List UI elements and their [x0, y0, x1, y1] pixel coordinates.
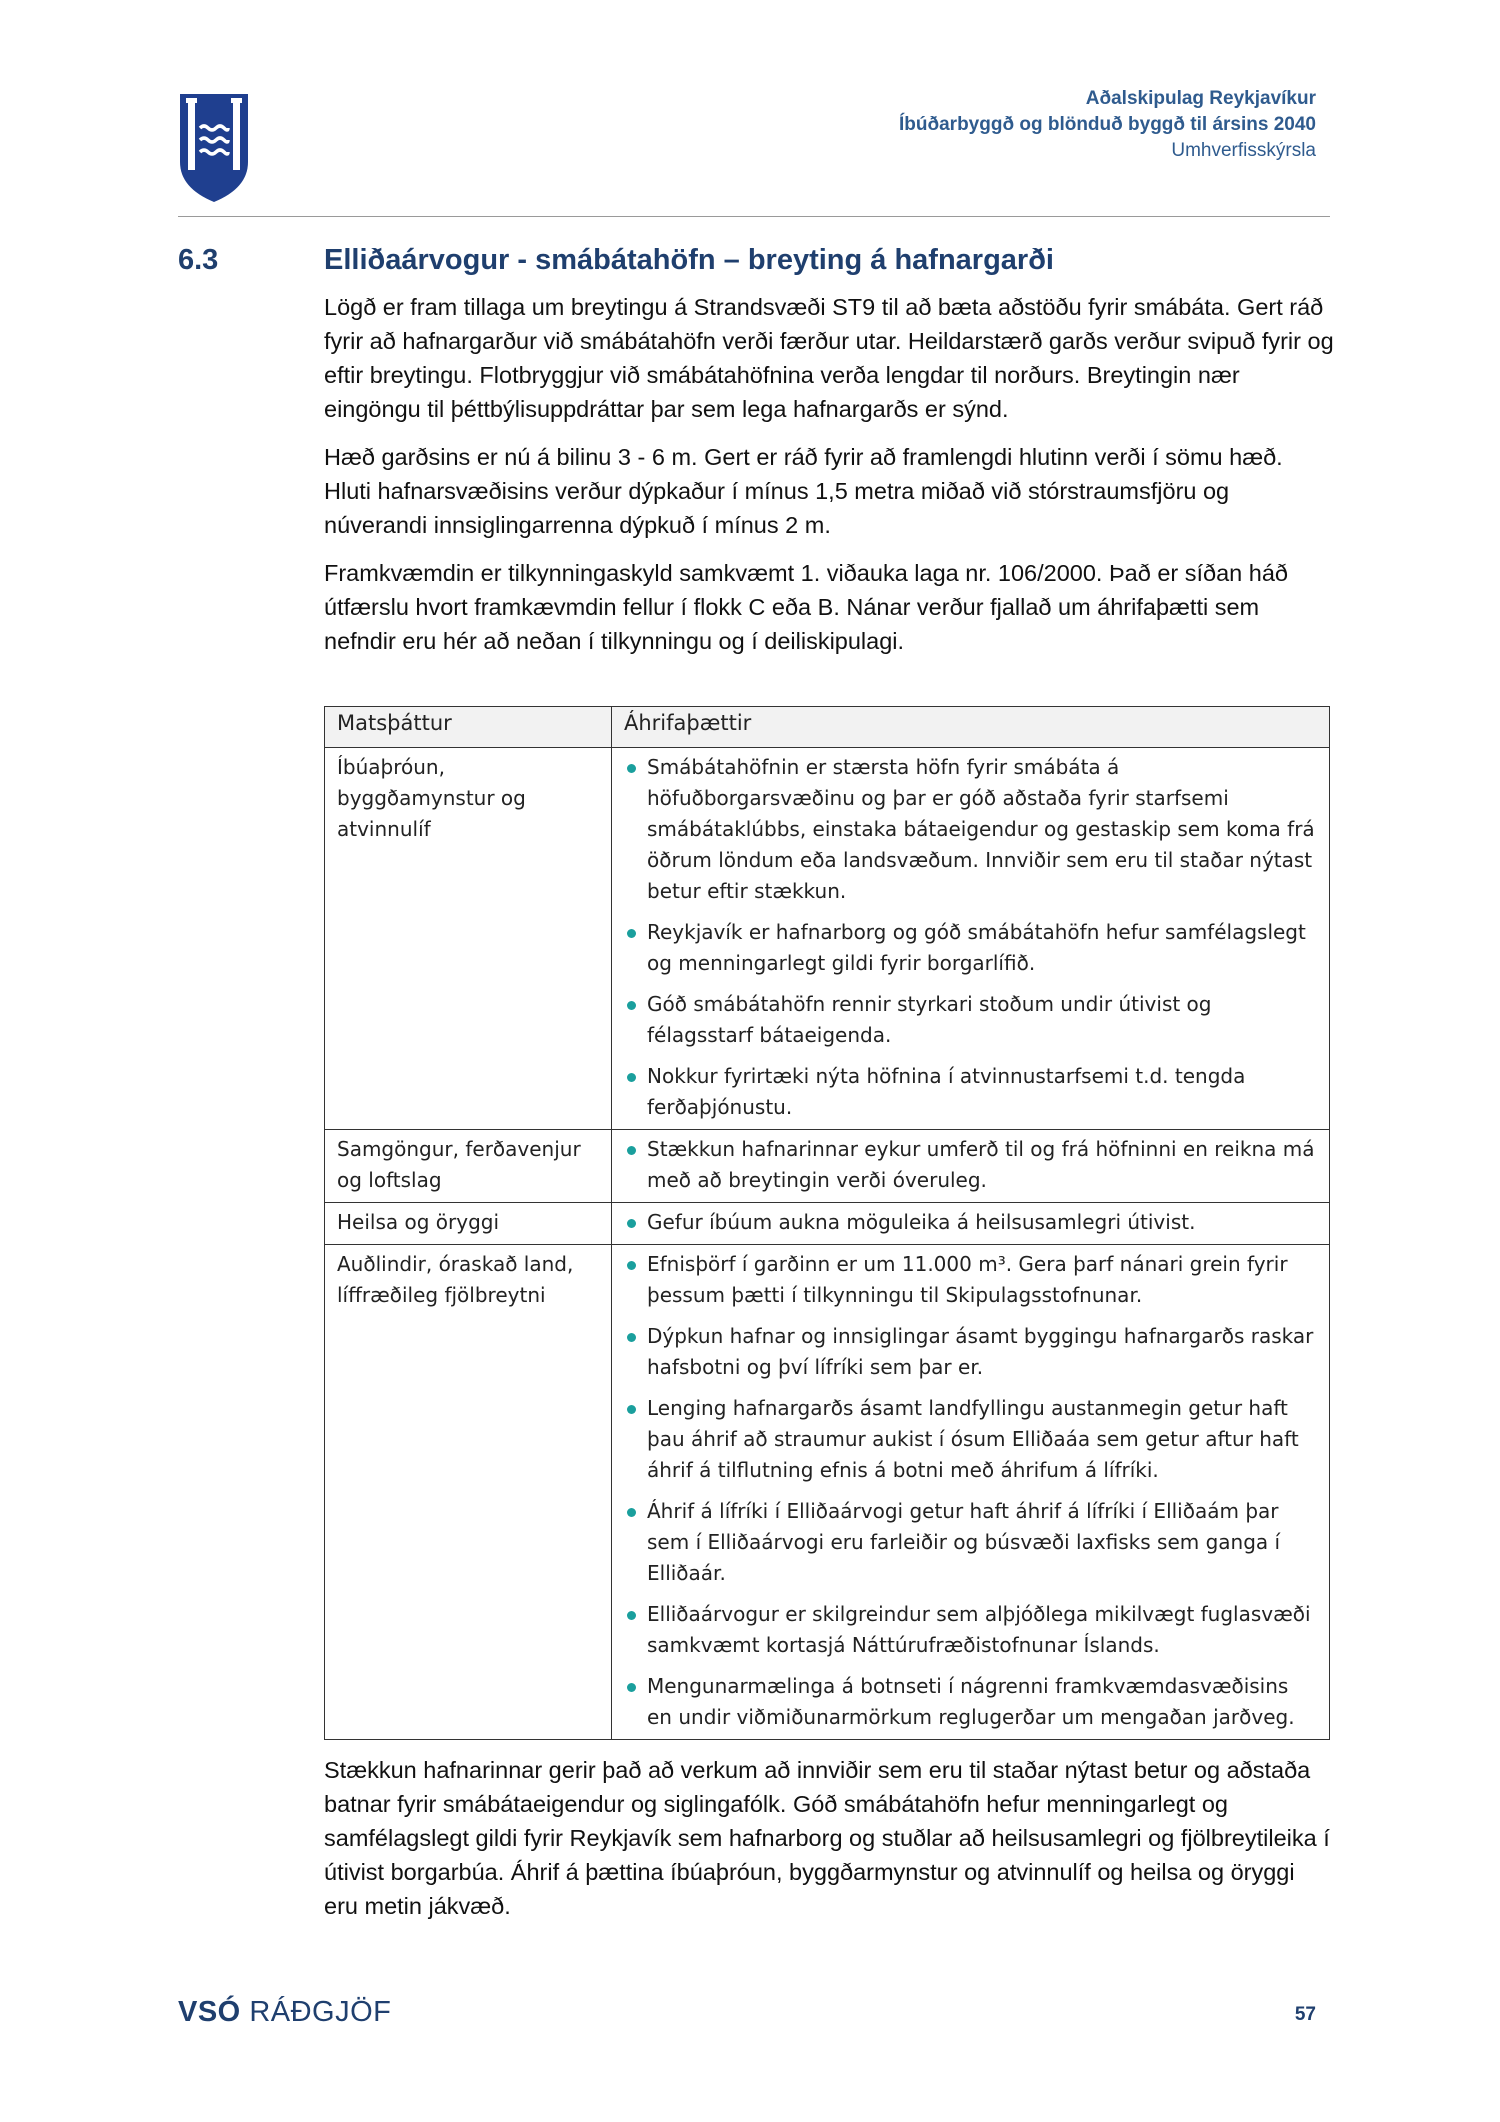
document-header	[899, 86, 1316, 164]
effects-list	[624, 752, 1319, 1123]
factor-cell: Samgöngur, ferðavenjur og loftslag	[325, 1130, 612, 1203]
header-line-2: Íbúðarbyggð og blönduð byggð til ársins 2040	[899, 114, 1316, 135]
list-item: Elliðaárvogur er skilgreindur sem alþjóðlega mikilvægt fuglasvæði samkvæmt kortasjá Náttúrufræðistofnunar Íslands.	[624, 1599, 1319, 1661]
paragraph: Framkvæmdin er tilkynningaskyld samkvæmt 1. viðauka laga nr. 106/2000. Það er síðan háð útfærslu hvort framkævmdin fellur í flokk C eða B. Nánar verður fjallað um áhrifaþætti sem nefndir eru hér að neðan í tilkynningu og í deiliskipulagi.	[324, 560, 1288, 654]
list-item: Gefur íbúum aukna möguleika á heilsusamlegri útivist.	[624, 1207, 1319, 1238]
effects-cell	[612, 1245, 1330, 1740]
header-effects: Áhrifaþættir	[612, 707, 1330, 748]
header-factor: Matsþáttur	[325, 707, 612, 748]
body-text	[324, 290, 1334, 672]
list-item: Reykjavík er hafnarborg og góð smábátahöfn hefur samfélagslegt og menningarlegt gildi fyrir borgarlífið.	[624, 917, 1319, 979]
table-row	[325, 1245, 1330, 1740]
paragraph: Hæð garðsins er nú á bilinu 3 - 6 m. Gert er ráð fyrir að framlengdi hlutinn verði í sömu hæð. Hluti hafnarsvæðisins verður dýpkaður í mínus 1,5 metra miðað við stórstraumsfjöru og núverandi innsiglingarrenna dýpkuð í mínus 2 m.	[324, 444, 1283, 538]
effects-cell	[612, 1130, 1330, 1203]
list-item: Nokkur fyrirtæki nýta höfnina í atvinnustarfsemi t.d. tengda ferðaþjónustu.	[624, 1061, 1319, 1123]
table-row	[325, 1130, 1330, 1203]
reykjavik-coat-of-arms-icon	[178, 92, 250, 204]
brand-light: RÁÐGJÖF	[249, 1996, 392, 2028]
closing-paragraph: Stækkun hafnarinnar gerir það að verkum að innviðir sem eru til staðar nýtast betur og aðstaða batnar fyrir smábátaeigendur og siglingafólk. Góð smábátahöfn hefur menningarlegt og samfélagslegt gildi fyrir Reykjavík sem hafnarborg og stuðlar að heilsusamlegri og fjölbreytileika í útivist borgarbúa. Áhrif á þættina íbúaþróun, byggðarmynstur og atvinnulíf og heilsa og öryggi eru metin jákvæð.	[324, 1757, 1330, 1919]
table-row	[325, 748, 1330, 1130]
table-row	[325, 1203, 1330, 1245]
effects-list	[624, 1207, 1319, 1238]
list-item: Stækkun hafnarinnar eykur umferð til og frá höfninni en reikna má með að breytingin verði óveruleg.	[624, 1134, 1319, 1196]
list-item: Áhrif á lífríki í Elliðaárvogi getur haft áhrif á lífríki í Elliðaám þar sem í Elliðaárvogi eru farleiðir og búsvæði laxfisks sem ganga í Elliðaár.	[624, 1496, 1319, 1589]
list-item: Góð smábátahöfn rennir styrkari stoðum undir útivist og félagsstarf bátaeigenda.	[624, 989, 1319, 1051]
page-number: 57	[1294, 2004, 1316, 2025]
factor-cell: Íbúaþróun, byggðamynstur og atvinnulíf	[325, 748, 612, 1130]
brand-bold: VSÓ	[178, 1996, 241, 2028]
header-line-3: Umhverfisskýrsla	[1171, 140, 1316, 161]
factor-cell: Heilsa og öryggi	[325, 1203, 612, 1245]
effects-cell	[612, 748, 1330, 1130]
section-title: Elliðaárvogur - smábátahöfn – breyting á hafnargarði	[324, 244, 1054, 276]
list-item: Mengunarmælinga á botnseti í nágrenni framkvæmdasvæðisins en undir viðmiðunarmörkum reglugerðar um mengaðan jarðveg.	[624, 1671, 1319, 1733]
list-item: Smábátahöfnin er stærsta höfn fyrir smábáta á höfuðborgarsvæðinu og þar er góð aðstaða fyrir starfsemi smábátaklúbbs, einstaka bátaeigendur og gestaskip sem koma frá öðrum löndum eða landsvæðum. Innviðir sem eru til staðar nýtast betur eftir stækkun.	[624, 752, 1319, 907]
section-number: 6.3	[178, 244, 219, 276]
evaluation-table	[324, 706, 1330, 1740]
effects-cell	[612, 1203, 1330, 1245]
factor-cell: Auðlindir, óraskað land, líffræðileg fjölbreytni	[325, 1245, 612, 1740]
header-line-1: Aðalskipulag Reykjavíkur	[1085, 88, 1316, 109]
effects-list	[624, 1249, 1319, 1733]
effects-list	[624, 1134, 1319, 1196]
table-header-row	[325, 707, 1330, 748]
vso-radgjof-logo	[178, 1996, 391, 2029]
paragraph: Lögð er fram tillaga um breytingu á Strandsvæði ST9 til að bæta aðstöðu fyrir smábáta. Gert ráð fyrir að hafnargarður við smábátahöfn verði færður utar. Heildarstærð garðs verður svipuð fyrir og eftir breytingu. Flotbryggjur við smábátahöfnina verða lengdar til norðurs. Breytingin nær eingöngu til þéttbýlisuppdráttar þar sem lega hafnargarðs er sýnd.	[324, 294, 1334, 422]
list-item: Dýpkun hafnar og innsiglingar ásamt byggingu hafnargarðs raskar hafsbotni og því lífríki sem þar er.	[624, 1321, 1319, 1383]
list-item: Efnisþörf í garðinn er um 11.000 m³. Gera þarf nánari grein fyrir þessum þætti í tilkynningu til Skipulagsstofnunar.	[624, 1249, 1319, 1311]
list-item: Lenging hafnargarðs ásamt landfyllingu austanmegin getur haft þau áhrif að straumur aukist í ósum Elliðaáa sem getur aftur haft áhrif á tilflutning efnis á botni með áhrifum á lífríki.	[624, 1393, 1319, 1486]
header-divider	[178, 216, 1330, 217]
